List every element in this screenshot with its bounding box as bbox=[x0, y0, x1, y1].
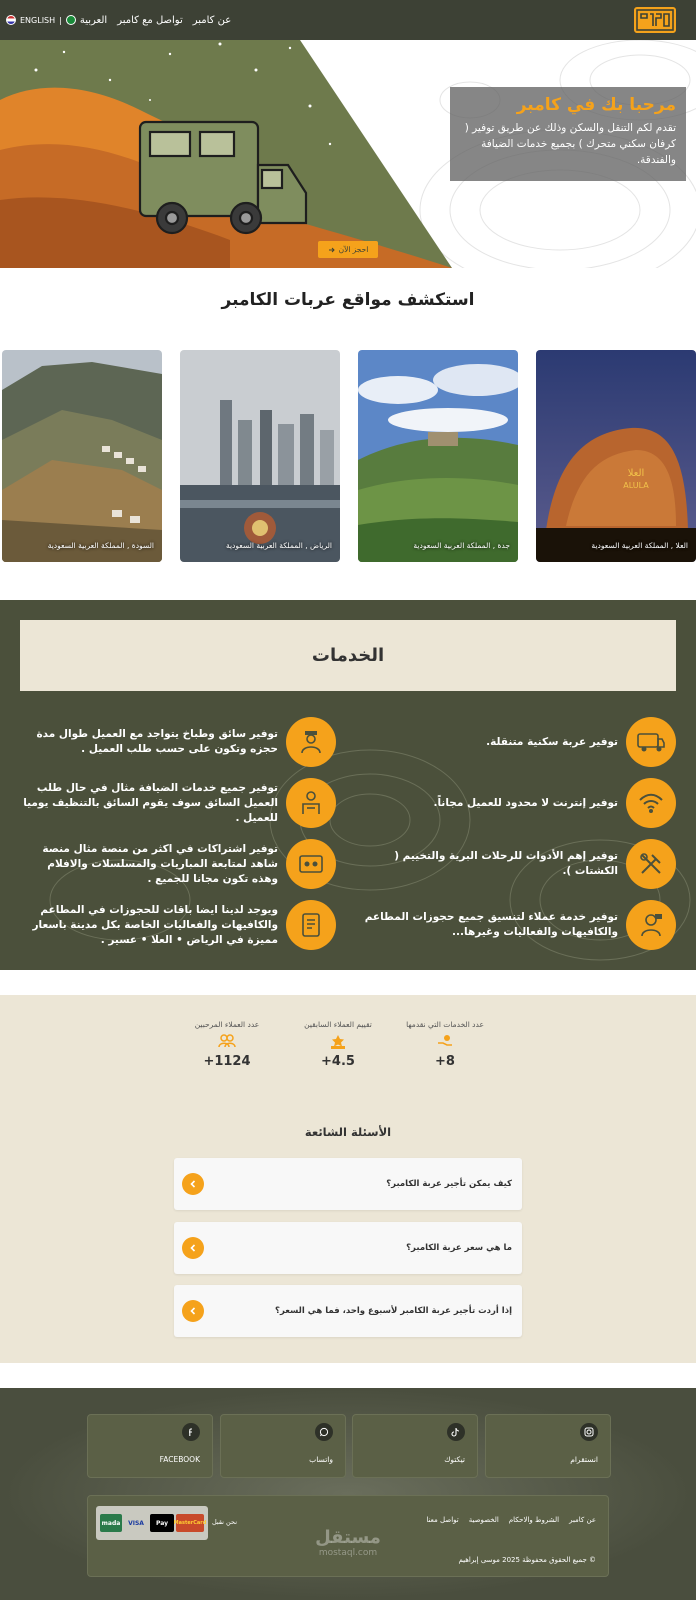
social-label: واتساب bbox=[309, 1455, 333, 1464]
customers-icon bbox=[172, 1034, 282, 1050]
service-item bbox=[356, 717, 676, 767]
location-card-riyadh[interactable] bbox=[180, 350, 340, 562]
nav-contact[interactable]: تواصل مع كامبر bbox=[117, 14, 183, 26]
faq-question: كيف يمكن تأجير عربة الكامبر؟ bbox=[386, 1179, 512, 1189]
hand-service-icon bbox=[390, 1034, 500, 1050]
stat-label: عدد الخدمات التي نقدمها bbox=[406, 1020, 484, 1029]
alula-sign-ar: العلا bbox=[627, 468, 645, 479]
service-item bbox=[20, 900, 336, 950]
social-label: انستقرام bbox=[570, 1455, 598, 1464]
top-bar bbox=[0, 0, 696, 40]
tiktok-icon bbox=[447, 1423, 465, 1441]
social-facebook[interactable] bbox=[87, 1414, 213, 1478]
camper-logo[interactable] bbox=[634, 7, 676, 33]
alula-photo bbox=[536, 350, 696, 562]
faq-item[interactable] bbox=[174, 1158, 522, 1210]
tools-icon bbox=[626, 839, 676, 889]
camper-logo-icon bbox=[636, 9, 674, 31]
faq-question: إذا أردت تأجير عربة الكامبر لأسبوع واحد، فما هي السعر؟ bbox=[275, 1306, 512, 1316]
services-title: الخدمات bbox=[20, 620, 676, 691]
nav-about[interactable]: عن كامبر bbox=[192, 14, 232, 26]
copyright-text: © جميع الحقوق محفوظة 2025 موسى إبراهيم bbox=[458, 1556, 596, 1564]
lang-english[interactable]: ENGLISH bbox=[20, 15, 56, 25]
mastercard-badge: MasterCard bbox=[176, 1514, 204, 1532]
social-instagram[interactable] bbox=[485, 1414, 611, 1478]
support-icon bbox=[626, 900, 676, 950]
service-item bbox=[356, 900, 676, 950]
instagram-icon bbox=[580, 1423, 598, 1441]
location-label: العلا , المملكة العربية السعودية bbox=[591, 541, 688, 550]
book-now-label: احجز الآن bbox=[338, 245, 369, 254]
lang-arabic[interactable]: العربية bbox=[79, 14, 108, 26]
main-nav bbox=[6, 15, 231, 26]
payment-label: نحن نقبل bbox=[212, 1518, 238, 1526]
login-arrow-icon bbox=[328, 246, 336, 254]
hero-title: مرحبا بك في كامبر bbox=[516, 95, 676, 115]
hero-description: تقدم لكم التنقل والسكن وذلك عن طريق توفير ( كرفان سكني متحرك ) بجميع خدمات الضيافة والفندقة. bbox=[464, 122, 676, 166]
stat-label: تقييم العملاء السابقين bbox=[304, 1020, 372, 1029]
hospitality-icon bbox=[286, 778, 336, 828]
footer-link-privacy[interactable]: الخصوصية bbox=[468, 1516, 499, 1524]
service-text: توفير خدمة عملاء لتنسيق جميع حجوزات المطاعم والكافيهات والفعاليات وغيرها... bbox=[364, 911, 618, 938]
service-text: توفير اشتراكات في اكثر من منصة مثال منصة شاهد لمتابعة المباريات والمسلسلات والافلام وهذه تكون مجانا للجميع . bbox=[42, 842, 278, 885]
chevron-left-icon bbox=[188, 1243, 198, 1253]
service-text: توفير إهم الأدوات للرحلات البرية والتخييم ( الكشتات ). bbox=[394, 850, 618, 877]
faq-item[interactable] bbox=[174, 1222, 522, 1274]
faq-question: ما هي سعر عربة الكامبر؟ bbox=[406, 1243, 512, 1253]
alula-sign-en: ALULA bbox=[623, 481, 649, 490]
footer-link-contact[interactable]: تواصل معنا bbox=[426, 1516, 459, 1524]
book-now-button[interactable] bbox=[318, 241, 378, 258]
wifi-icon bbox=[626, 778, 676, 828]
location-label: الرياض , المملكة العربية السعودية bbox=[225, 541, 332, 550]
service-text: توفير سائق وطباخ يتواجد مع العميل طوال مدة حجزه وتكون على حسب طلب العميل . bbox=[36, 728, 278, 755]
watermark bbox=[306, 1527, 390, 1558]
stat-value: +1124 bbox=[203, 1054, 251, 1069]
rating-icon bbox=[283, 1034, 393, 1050]
faq-toggle-button[interactable] bbox=[182, 1237, 204, 1259]
service-text: توفير جميع خدمات الضيافة مثال في حال طلب العميل السائق سوف يقوم السائق بالتنظيف يوميا للعميل . bbox=[23, 781, 278, 824]
visa-badge: VISA bbox=[128, 1519, 144, 1527]
driver-icon bbox=[286, 717, 336, 767]
location-label: جدة , المملكة العربية السعودية bbox=[413, 541, 510, 550]
location-card-alula[interactable] bbox=[536, 350, 696, 562]
stat-services bbox=[390, 1020, 500, 1069]
service-text: ويوجد لدينا ايضا باقات للحجوزات في المطاعم والكافيهات والفعاليات الخاصة بكل مدينة باسعار مميزة في الرياض • العلا • عسير . bbox=[32, 903, 278, 946]
faq-title: الأسئلة الشائعة bbox=[304, 1125, 392, 1139]
chevron-left-icon bbox=[188, 1179, 198, 1189]
service-text: توفير إنترنت لا محدود للعميل مجاناً. bbox=[433, 796, 618, 809]
watermark-en: mostaql.com bbox=[318, 1548, 378, 1558]
stat-rating bbox=[283, 1020, 393, 1069]
us-flag-icon bbox=[6, 15, 16, 25]
faq-toggle-button[interactable] bbox=[182, 1173, 204, 1195]
faq-item[interactable] bbox=[174, 1285, 522, 1337]
service-item bbox=[356, 778, 676, 828]
social-tiktok[interactable] bbox=[352, 1414, 478, 1478]
social-label: FACEBOOK bbox=[159, 1455, 200, 1464]
camper-icon bbox=[626, 717, 676, 767]
chevron-left-icon bbox=[188, 1306, 198, 1316]
service-item bbox=[20, 778, 336, 828]
locations-carousel bbox=[0, 350, 696, 562]
locations-title: استكشف مواقع عربات الكامبر bbox=[221, 290, 475, 310]
services-section bbox=[0, 600, 696, 970]
lang-separator: | bbox=[59, 15, 62, 25]
payment-methods bbox=[96, 1506, 208, 1540]
mada-badge: mada bbox=[100, 1514, 122, 1532]
service-item bbox=[20, 839, 336, 889]
stat-customers bbox=[172, 1020, 282, 1069]
language-switcher bbox=[6, 15, 107, 26]
hero-desert-illustration bbox=[0, 40, 452, 268]
booking-icon bbox=[286, 900, 336, 950]
watermark-ar: مستقل bbox=[315, 1527, 381, 1548]
footer-links bbox=[426, 1516, 596, 1524]
location-card-soudah[interactable] bbox=[2, 350, 162, 562]
stat-value: +8 bbox=[435, 1054, 455, 1069]
location-label: السودة , المملكة العربية السعودية bbox=[47, 541, 154, 550]
service-item bbox=[20, 717, 336, 767]
stat-value: +4.5 bbox=[321, 1054, 355, 1069]
soudah-photo bbox=[2, 350, 162, 562]
service-text: توفير عربة سكنية متنقلة. bbox=[486, 735, 618, 748]
social-whatsapp[interactable] bbox=[220, 1414, 346, 1478]
streaming-icon bbox=[286, 839, 336, 889]
whatsapp-icon bbox=[315, 1423, 333, 1441]
facebook-icon bbox=[182, 1423, 200, 1441]
footer-link-about[interactable]: عن كامبر bbox=[569, 1516, 596, 1524]
footer-link-terms[interactable]: الشروط والاحكام bbox=[508, 1516, 560, 1524]
service-item bbox=[356, 839, 676, 889]
faq-toggle-button[interactable] bbox=[182, 1300, 204, 1322]
stat-label: عدد العملاء المرحبين bbox=[194, 1020, 260, 1029]
hero-section bbox=[0, 40, 696, 268]
hero-welcome-card bbox=[450, 87, 686, 181]
jeddah-photo bbox=[358, 350, 518, 562]
location-card-jeddah[interactable] bbox=[358, 350, 518, 562]
saudi-flag-icon bbox=[66, 15, 76, 25]
riyadh-photo bbox=[180, 350, 340, 562]
apple-pay-badge: Pay bbox=[150, 1514, 174, 1532]
social-label: تيكتوك bbox=[444, 1455, 465, 1464]
